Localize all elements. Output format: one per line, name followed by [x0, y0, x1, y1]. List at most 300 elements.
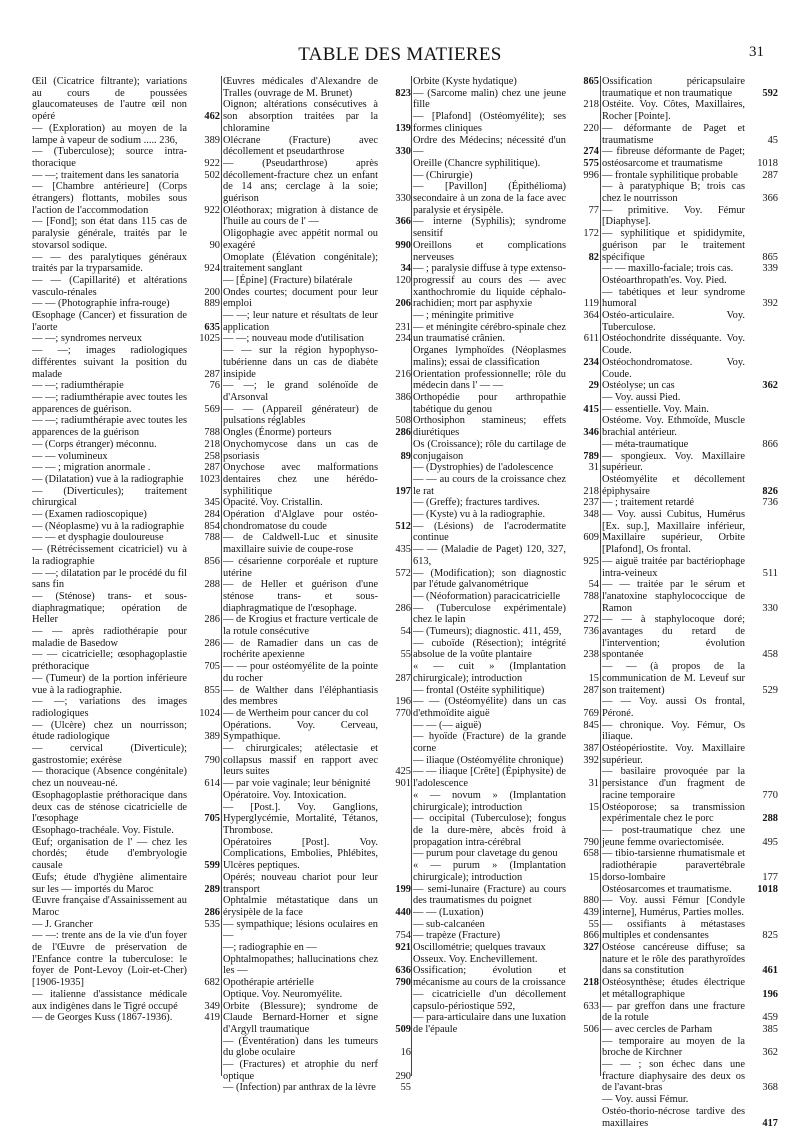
index-entry-text: « — cuit » (Implantation chirurgicale); introduction [413, 661, 566, 684]
index-column-1 [32, 76, 220, 1076]
index-entry-page: 635 [204, 321, 220, 333]
index-entry-text: — essentielle. Voy. Main. [602, 403, 709, 415]
index-entry-text: — — (Luxation) [413, 906, 484, 918]
index-entry-text: — (Tuberculose); source intra-thoracique [32, 146, 187, 169]
index-entry [32, 392, 220, 415]
index-entry-text: — (Dystrophies) de l'adolescence [413, 462, 554, 474]
index-entry-text: Œil (Cicatrice filtrante); variations au cours de poussées glaucomateuses de l'autre œil non opéré [32, 76, 187, 123]
index-entry [223, 345, 411, 380]
index-entry-text: —; radiographie en — [223, 942, 317, 954]
index-entry-page: 705 [204, 813, 220, 825]
index-entry [32, 521, 220, 533]
index-entry-page: 1018 [757, 157, 778, 169]
index-entry [223, 228, 411, 251]
index-entry-page: 901 [395, 778, 411, 790]
index-entry [223, 76, 411, 99]
index-entry-page: 462 [204, 111, 220, 123]
index-entry-text: Omoplate (Élévation congénitale); traitement sanglant [223, 251, 378, 275]
index-entry [223, 439, 411, 462]
index-entry-text: — cicatricielle d'un décollement capsulo-périostique 592, [413, 988, 566, 1012]
column-divider [221, 76, 222, 1076]
index-entry [32, 930, 220, 989]
index-entry [413, 790, 599, 813]
index-entry [413, 521, 599, 544]
index-entry-text: — iliaque (Ostéomyélite chronique) [413, 754, 564, 766]
index-entry-page: 502 [204, 169, 220, 181]
index-entry [413, 813, 599, 848]
index-entry [32, 439, 220, 451]
index-entry [32, 216, 220, 251]
index-entry-text: Orthopédie pour arthropathie tabétique du genou [413, 391, 566, 415]
index-entry-text: — (Kyste) vu à la radiographie. [413, 509, 546, 521]
index-entry-text: — cuboïde (Résection); intégrité absolue de la voûte plantaire [413, 637, 566, 661]
index-entry-page: 385 [762, 1023, 778, 1035]
index-entry-page: 790 [583, 836, 599, 848]
index-entry [602, 1059, 778, 1094]
index-entry-page: 327 [583, 942, 599, 954]
index-entry [602, 287, 778, 310]
index-entry [602, 895, 778, 918]
index-entry-page: 76 [209, 380, 220, 392]
index-entry [413, 88, 599, 111]
index-entry-text: — — (Photographie infra-rouge) [32, 298, 170, 310]
index-entry-text: Ongles (Énorme) porteurs [223, 427, 332, 439]
index-entry-page: 415 [583, 403, 599, 415]
index-entry [602, 275, 778, 287]
index-entry-text: Optique. Voy. Neuromyélite. [223, 988, 343, 1000]
index-entry [602, 884, 778, 896]
index-entry-text: — primitive. Voy. Fémur [Diaphyse]. [602, 204, 745, 228]
index-entry [602, 310, 778, 333]
index-entry-text: — — des paralytiques généraux traités par la tryparsamide. [32, 251, 187, 275]
index-entry [223, 579, 411, 614]
index-entry-text: — et méningite cérébro-spinale chez un traumatisé crânien. [413, 321, 566, 345]
index-entry [32, 252, 220, 275]
index-entry [602, 170, 778, 182]
index-entry-text: Oreillons et complications nerveuses [413, 239, 566, 263]
index-entry-text: — déformante de Paget et traumatisme [602, 122, 745, 146]
index-entry-page: 364 [583, 310, 599, 322]
index-entry-page: 435 [395, 544, 411, 556]
index-entry [413, 930, 599, 942]
index-entry-text: — [Épine] (Fracture) bilatérale [223, 274, 353, 286]
index-entry-text: — — iliaque [Crête] (Épiphysite) de l'adolescence [413, 766, 566, 790]
index-entry-page: 511 [762, 567, 778, 579]
index-entry-page: 866 [762, 438, 778, 450]
index-entry-text: — —; traitement dans les sanatoria [32, 169, 179, 181]
index-entry-text: — cervical (Diverticule); gastrostomie; exérèse [32, 743, 187, 766]
index-entry-text: — — cicatricielle; œsophagoplastie préthoracique [32, 649, 187, 673]
index-entry [413, 392, 599, 415]
index-entry-page: 34 [400, 263, 411, 275]
index-entry-text: — ; méningite primitive [413, 310, 514, 322]
index-entry-page: 274 [583, 146, 599, 158]
index-entry-text: — interne (Syphilis); syndrome sensitif [413, 216, 566, 240]
index-entry [32, 591, 220, 626]
index-entry-text: — [Chambre antérieure] (Corps étrangers) flottants, mobiles sous l'action de l'accommodation [32, 181, 187, 216]
index-entry-page: 614 [204, 778, 220, 790]
page-number: 31 [749, 44, 764, 60]
index-entry-page: 54 [588, 579, 599, 591]
index-entry-page: 368 [762, 1082, 778, 1094]
index-entry-page: 924 [204, 263, 220, 275]
index-entry-page: 288 [204, 579, 220, 591]
index-entry [413, 661, 599, 684]
index-entry [223, 275, 411, 287]
index-entry-text: Ostéosarcomes et traumatisme. [602, 883, 732, 895]
index-entry-page: 417 [762, 1117, 778, 1129]
index-entry-page: 633 [583, 1000, 599, 1012]
index-entry [413, 158, 599, 170]
index-entry [223, 919, 411, 942]
index-entry [602, 919, 778, 942]
index-entry-text: — de Wertheim pour cancer du col [223, 707, 369, 719]
index-entry-page: 854 [204, 520, 220, 532]
index-entry [223, 497, 411, 509]
index-entry-text: — [Fond]; son état dans 115 cas de paralysie générale, traités par le stovarsol sodique. [32, 216, 187, 251]
index-entry-text: Opacité. Voy. Cristallin. [223, 497, 323, 509]
index-entry [223, 1082, 411, 1094]
index-entry-text: — [Plafond] (Ostéomyélite); ses formes cliniques [413, 111, 566, 134]
index-entry [32, 474, 220, 486]
index-entry-text: Organes lymphoïdes (Néoplasmes malins); essai de classification [413, 345, 566, 368]
index-entry-page: 272 [583, 614, 599, 626]
index-entry-page: 234 [583, 356, 599, 368]
index-entry [223, 790, 411, 802]
index-entry-text: Œuvres médicales d'Alexandre de Tralles (ouvrage de M. Brunet) [223, 76, 378, 99]
index-entry-text: — — après radiothérapie pour maladie de Basedow [32, 626, 187, 649]
index-entry [602, 146, 778, 169]
index-entry-text: Ostéochondromatose. Voy. Coude. [602, 356, 745, 380]
index-entry-text: — Voy. aussi Fémur. [602, 1094, 689, 1106]
index-entry-text: — — maxillo-faciale; trois cas. [602, 263, 734, 275]
index-entry [602, 357, 778, 380]
index-entry [413, 603, 599, 626]
index-entry-text: Ostéoarthropath'es. Voy. Pied. [602, 274, 727, 286]
index-entry [602, 743, 778, 766]
index-entry-text: — (Fractures) et atrophie du nerf optique [223, 1059, 378, 1082]
index-entry-text: — — ; son échec dans une fracture diaphysaire des deux os de l'avant-bras [602, 1059, 745, 1094]
index-entry [32, 76, 220, 123]
index-entry [602, 474, 778, 497]
index-entry [32, 743, 220, 766]
index-entry-text: Ostéoporose; sa transmission expérimentale chez le porc [602, 801, 745, 825]
index-entry-text: — par greffon dans une fracture de la rotule [602, 1000, 745, 1024]
index-entry-page: 419 [204, 1012, 220, 1024]
index-entry [32, 649, 220, 672]
index-entry [602, 614, 778, 661]
index-entry-text: Oignon; altérations consécutives à son absorption traitées par la chloramine [223, 99, 378, 134]
index-entry [223, 287, 411, 310]
index-entry-text: Ordre des Médecins; nécessité d'un — [413, 134, 566, 158]
index-entry-page: 29 [588, 380, 599, 392]
index-entry [413, 720, 599, 732]
index-entry-page: 287 [204, 368, 220, 380]
index-entry-page: 705 [204, 661, 220, 673]
index-entry-page: 216 [395, 368, 411, 380]
index-entry [223, 1059, 411, 1082]
index-entry-text: — —; nouveau mode d'utilisation [223, 333, 364, 345]
index-entry-text: — occipital (Tuberculose); fongus de la dure-mère, abcès froid à propagation intra-cérébral [413, 813, 566, 848]
index-entry [602, 439, 778, 451]
index-entry [223, 942, 411, 954]
index-entry-page: 55 [400, 649, 411, 661]
index-entry [413, 626, 599, 638]
index-entry [223, 638, 411, 661]
index-entry-page: 237 [583, 497, 599, 509]
index-entry-text: Opérés; nouveau chariot pour leur transport [223, 871, 378, 895]
index-entry-page: 284 [204, 509, 220, 521]
index-entry-page: 569 [204, 403, 220, 415]
index-entry [413, 497, 599, 509]
index-entry-text: — basilaire provoquée par la persistance d'un fragment de racine temporaire [602, 766, 745, 801]
index-entry [413, 345, 599, 368]
index-entry [223, 778, 411, 790]
index-entry [32, 532, 220, 544]
index-entry [32, 544, 220, 567]
index-entry-text: — temporaire au moyen de la broche de Kirchner [602, 1035, 745, 1059]
index-entry-page: 196 [762, 988, 778, 1000]
index-entry-page: 990 [395, 239, 411, 251]
index-entry-text: — —; dilatation par le procédé du fil sans fin [32, 567, 187, 591]
index-entry-text: — frontale syphilitique probable [602, 169, 738, 181]
index-entry-text: Oscillométrie; quelques travaux [413, 942, 546, 954]
index-entry [223, 661, 411, 684]
index-entry [32, 345, 220, 380]
index-entry-page: 289 [204, 883, 220, 895]
index-entry-text: — (Lésions) de l'acrodermatite continue [413, 520, 566, 544]
index-entry-text: — Voy. aussi Cubitus, Humérus [Ex. sup.], Maxillaire inférieur, Maxillaire supérieur, Orbite [Plafond], Os frontal. [602, 509, 745, 556]
index-entry [32, 380, 220, 392]
index-entry-text: — Voy. aussi Pied. [602, 391, 681, 403]
index-entry [223, 333, 411, 345]
index-entry-page: 788 [583, 590, 599, 602]
index-entry-page: 330 [395, 193, 411, 205]
index-entry-page: 769 [583, 707, 599, 719]
index-entry-text: — — traitée par le sérum et l'anatoxine staphylococcique de Ramon [602, 579, 745, 614]
index-entry [32, 872, 220, 895]
index-entry-page: 45 [767, 134, 778, 146]
index-entry [32, 146, 220, 169]
index-entry [413, 509, 599, 521]
index-entry-text: — (Néoplasme) vu à la radiographie [32, 520, 185, 532]
index-entry [602, 848, 778, 883]
index-entry-page: 925 [583, 555, 599, 567]
index-entry [413, 766, 599, 789]
index-entry-text: — à paratyphique B; trois cas chez le nourrisson [602, 181, 745, 205]
index-entry-text: — (Pseudarthrose) après décollement-fracture chez un enfant de 14 ans; cerclage à la soie; guérison [223, 157, 378, 205]
index-entry-page: 459 [762, 1012, 778, 1024]
index-entry-text: — méta-traumatique [602, 438, 689, 450]
index-entry-text: Opération d'Alglave pour ostéo-chondromatose du coude [223, 509, 378, 532]
index-entry-page: 392 [762, 298, 778, 310]
index-entry [32, 720, 220, 743]
index-entry [32, 462, 220, 474]
index-entry [413, 415, 599, 438]
index-entry-page: 439 [583, 906, 599, 918]
index-entry-page: 339 [762, 263, 778, 275]
index-entry [32, 333, 220, 345]
index-entry-page: 572 [395, 567, 411, 579]
index-entry-text: Ostéo-articulaire. Voy. Tuberculose. [602, 310, 745, 333]
index-entry-text: Œuvre française d'Assainissement au Maroc [32, 895, 187, 918]
index-entry-page: 389 [204, 731, 220, 743]
index-column-2 [223, 76, 411, 1094]
index-entry-page: 330 [395, 146, 411, 158]
index-entry-page: 231 [395, 321, 411, 333]
index-entry-text: — —; radiumthérapie [32, 380, 124, 392]
index-entry [602, 579, 778, 614]
index-entry-page: 287 [395, 672, 411, 684]
index-entry-page: 286 [204, 614, 220, 626]
index-entry-text: Orthosiphon stamineus; effets diurétiques [413, 415, 566, 439]
index-entry-page: 529 [762, 684, 778, 696]
index-entry [413, 322, 599, 345]
index-entry-text: — — (— aiguë) [413, 719, 482, 731]
index-entry-text: — — à staphylocoque doré; avantages du retard de l'intervention; évolution spontanée [602, 614, 745, 661]
index-entry-text: Ostéosynthèse; études électrique et métallographique [602, 977, 745, 1000]
index-entry-page: 996 [583, 169, 599, 181]
index-entry-page: 495 [762, 836, 778, 848]
index-entry [32, 486, 220, 509]
index-entry-page: 346 [583, 427, 599, 439]
index-entry [223, 614, 411, 637]
index-entry-page: 196 [395, 696, 411, 708]
index-entry-text: — — (Maladie de Paget) 120, 327, 613, [413, 544, 566, 567]
index-entry-text: Oreille (Chancre syphilitique). [413, 157, 541, 169]
index-entry-text: — — (à propos de la communication de M. Leveuf sur son traitement) [602, 661, 745, 696]
index-entry-page: 258 [204, 450, 220, 462]
index-entry [223, 872, 411, 895]
index-entry-text: Œsophage (Cancer) et fissuration de l'aorte [32, 310, 187, 333]
index-entry-text: — avec cercles de Parham [602, 1023, 713, 1035]
index-entry-text: — —; leur nature et résultats de leur application [223, 310, 378, 333]
index-entry [602, 1036, 778, 1059]
index-entry-page: 55 [400, 1082, 411, 1094]
index-entry-page: 31 [588, 462, 599, 474]
index-entry-page: 736 [762, 497, 778, 509]
index-entry-text: — (Infection) par anthrax de la lèvre [223, 1082, 376, 1094]
index-entry-page: 770 [395, 707, 411, 719]
index-entry [32, 451, 220, 463]
index-entry [602, 76, 778, 99]
index-entry-page: 788 [204, 532, 220, 544]
index-entry-text: — tabétiques et leur syndrome humoral [602, 286, 745, 310]
column-divider [600, 76, 601, 1076]
index-entry [32, 275, 220, 298]
index-entry [413, 755, 599, 767]
index-entry-text: — [Post.]. Voy. Ganglions, Hyperglycémie, Mortalité, Tétanos, Thrombose. [223, 801, 378, 836]
index-entry-page: 31 [588, 778, 599, 790]
index-entry [413, 965, 599, 988]
page-title: TABLE DES MATIERES [298, 44, 502, 65]
index-entry-text: Ophtalmopathes; hallucinations chez les — [223, 953, 378, 977]
index-entry-page: 823 [395, 87, 411, 99]
index-entry [413, 860, 599, 883]
index-entry-page: 15 [588, 672, 599, 684]
index-entry-text: — chirurgicales; atélectasie et collapsus massif en rapport avec leurs suites [223, 743, 378, 778]
index-entry [223, 380, 411, 403]
index-entry-text: — —: trente ans de la vie d'un foyer de l'Œuvre de préservation de l'Enfance contre la tuberculose: le foyer de Pont-Levoy (Loir-et-Cher) [1906-1935] [32, 930, 187, 989]
index-entry-page: 15 [588, 801, 599, 813]
index-entry [223, 895, 411, 918]
page-header [0, 0, 800, 80]
index-entry-text: — tibio-tarsienne rhumatismale et radiothérapie paravertébrale dorso-lombaire [602, 848, 745, 883]
index-entry [413, 263, 599, 310]
index-entry-text: — thoracique (Absence congénitale) chez un nouveau-né. [32, 766, 187, 790]
index-entry [602, 380, 778, 392]
index-entry-page: 238 [583, 649, 599, 661]
index-entry-text: Opérations. Voy. Cerveau, Sympathique. [223, 719, 378, 743]
index-entry-text: Oléothorax; migration à distance de l'huile au cours de l' — [223, 204, 378, 228]
index-entry [32, 919, 220, 931]
index-entry [602, 1024, 778, 1036]
index-entry [413, 884, 599, 907]
index-entry-page: 880 [583, 895, 599, 907]
index-entry-page: 535 [204, 918, 220, 930]
index-entry [32, 696, 220, 719]
index-entry [223, 720, 411, 743]
index-entry-page: 15 [588, 871, 599, 883]
index-entry-page: 922 [204, 204, 220, 216]
index-entry-page: 789 [583, 450, 599, 462]
index-entry [223, 462, 411, 497]
index-entry-text: — — et dysphagie douloureuse [32, 532, 164, 544]
index-entry [413, 907, 599, 919]
index-entry-page: 218 [204, 438, 220, 450]
index-entry [602, 123, 778, 146]
index-entry-text: — ; traitement retardé [602, 497, 695, 509]
index-entry-text: — (Examen radioscopique) [32, 509, 147, 521]
index-entry-page: 286 [395, 602, 411, 614]
index-entry-text: — — ; migration anormale . [32, 462, 151, 474]
index-entry [413, 216, 599, 239]
index-entry-page: 440 [395, 906, 411, 918]
index-entry [223, 954, 411, 977]
index-entry-page: 82 [588, 251, 599, 263]
index-entry-text: Onychose avec malformations dentaires chez une hérédo-syphilitique [223, 462, 378, 497]
index-entry [223, 427, 411, 439]
index-entry-text: — spongieux. Voy. Maxillaire supérieur. [602, 450, 745, 474]
index-entry-text: Olécrane (Fracture) avec décollement et pseudarthrose [223, 134, 378, 158]
index-entry [413, 685, 599, 697]
index-entry [602, 1001, 778, 1024]
index-entry-page: 609 [583, 532, 599, 544]
index-entry [223, 708, 411, 720]
index-entry-text: — par voie vaginale; leur bénignité [223, 778, 371, 790]
index-entry-page: 389 [204, 134, 220, 146]
index-entry [413, 568, 599, 591]
index-entry [602, 720, 778, 743]
index-entry [413, 310, 599, 322]
index-entry-text: — — pour ostéomyélite de la pointe du rocher [223, 661, 378, 684]
index-entry [602, 497, 778, 509]
index-entry [413, 439, 599, 462]
index-entry-text: — — Voy. aussi Os frontal, Péroné. [602, 696, 745, 719]
index-entry-text: Opothérapie artérielle [223, 977, 314, 989]
index-entry-page: 54 [400, 626, 411, 638]
index-entry [413, 591, 599, 603]
index-entry [223, 1001, 411, 1036]
index-entry-page: 866 [583, 930, 599, 942]
index-entry-page: 77 [588, 204, 599, 216]
index-entry [223, 977, 411, 989]
index-entry [413, 989, 599, 1012]
index-entry [223, 532, 411, 555]
index-entry [413, 731, 599, 754]
index-entry-page: 200 [204, 286, 220, 298]
index-entry-text: — (Tuberculose expérimentale) chez le lapin [413, 602, 566, 626]
